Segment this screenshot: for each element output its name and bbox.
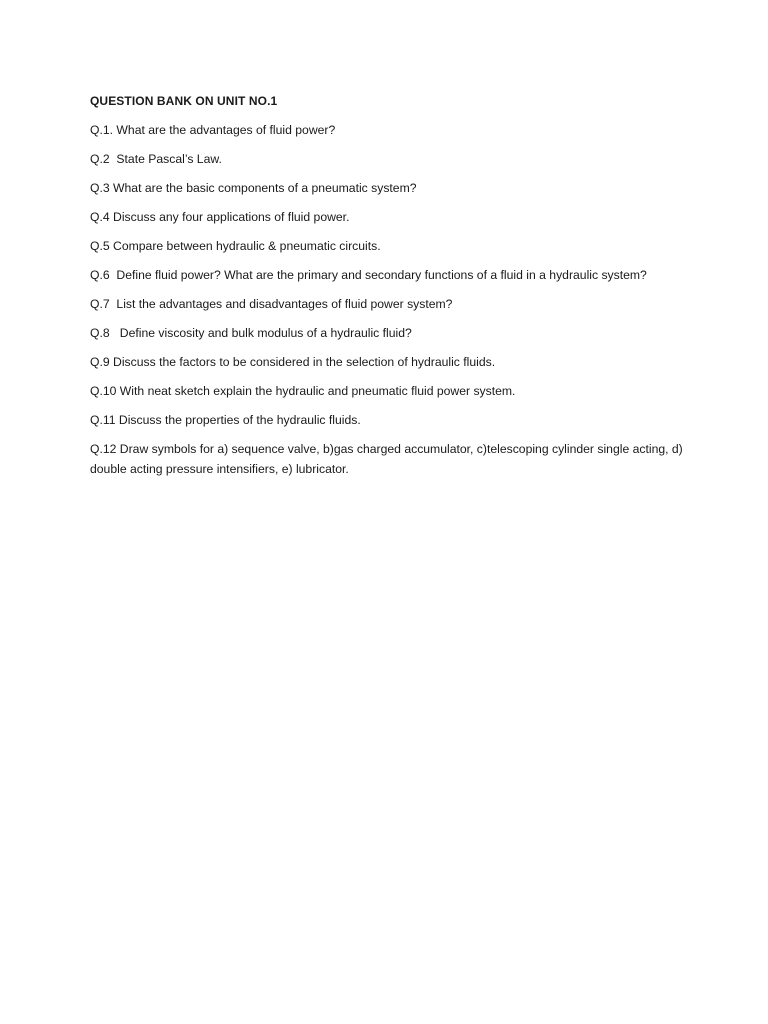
question-4: Q.4 Discuss any four applications of fluid power. bbox=[90, 210, 350, 224]
document-title: QUESTION BANK ON UNIT NO.1 bbox=[90, 94, 278, 108]
question-6: Q.6 Define fluid power? What are the primary and secondary functions of a fluid in a hydraulic system? bbox=[90, 268, 647, 282]
question-10: Q.10 With neat sketch explain the hydraulic and pneumatic fluid power system. bbox=[90, 384, 516, 398]
question-5: Q.5 Compare between hydraulic & pneumatic circuits. bbox=[90, 239, 381, 253]
question-7: Q.7 List the advantages and disadvantages of fluid power system? bbox=[90, 297, 453, 311]
question-12: Q.12 Draw symbols for a) sequence valve, b)gas charged accumulator, c)telescoping cylinder single acting, d) double acting pressure intensifiers, e) lubricator. bbox=[90, 442, 687, 476]
question-2: Q.2 State Pascal’s Law. bbox=[90, 152, 222, 166]
question-bank bbox=[90, 94, 690, 493]
question-9: Q.9 Discuss the factors to be considered in the selection of hydraulic fluids. bbox=[90, 355, 496, 369]
question-3: Q.3 What are the basic components of a pneumatic system? bbox=[90, 181, 417, 195]
question-8: Q.8 Define viscosity and bulk modulus of a hydraulic fluid? bbox=[90, 326, 412, 340]
question-1: Q.1. What are the advantages of fluid power? bbox=[90, 123, 336, 137]
question-11: Q.11 Discuss the properties of the hydraulic fluids. bbox=[90, 413, 361, 427]
